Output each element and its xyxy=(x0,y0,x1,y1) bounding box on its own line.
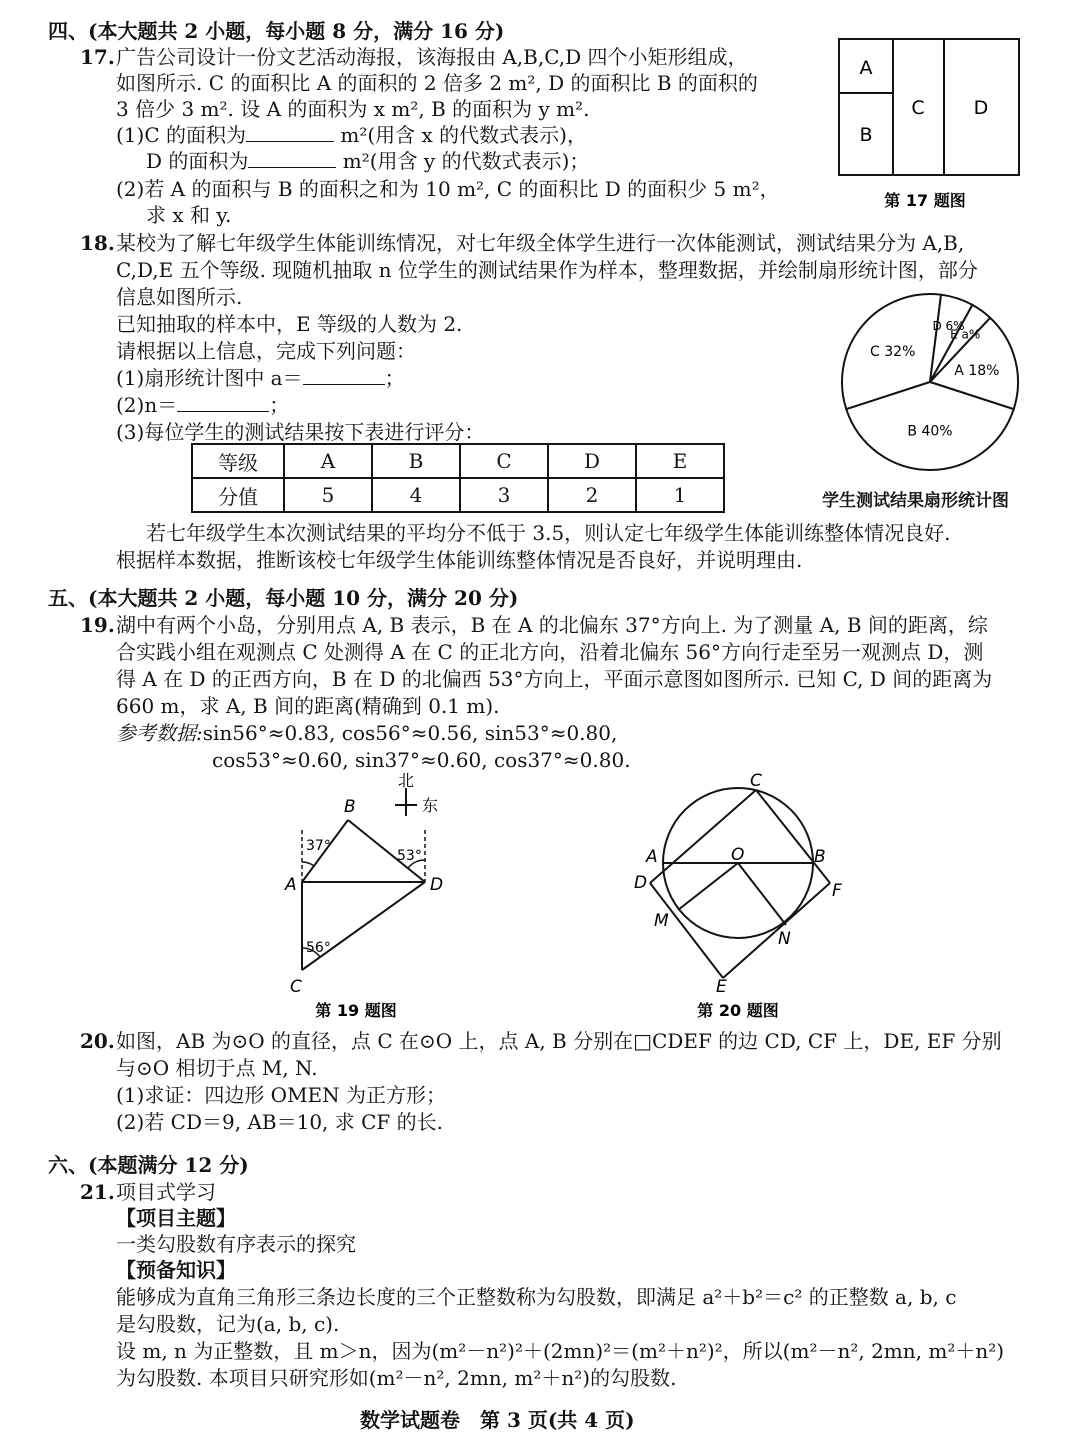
q20-number: 20. xyxy=(80,1029,115,1053)
rect-a-label: A xyxy=(859,57,873,79)
pie-label-a: A 18% xyxy=(954,362,1000,379)
point-c-label: C xyxy=(750,771,762,791)
ref-data-1: sin56°≈0.83, cos56°≈0.56, sin53°≈0.80, xyxy=(202,721,618,745)
q19-figure xyxy=(280,770,460,1025)
table-cell: B xyxy=(372,444,460,478)
side-cd xyxy=(650,790,756,883)
q17-part-1d-prefix: D 的面积为 xyxy=(146,149,249,173)
table-cell: 分值 xyxy=(192,478,284,512)
q18-part-2 xyxy=(116,392,289,418)
pie-chart xyxy=(830,292,1030,492)
angle-56-label: 56° xyxy=(306,940,331,956)
line-cd xyxy=(302,882,425,970)
q21-line-1: 能够成为直角三角形三条边长度的三个正整数称为勾股数，即满足 a²＋b²＝c² 的正整数 a, b, c xyxy=(116,1285,957,1309)
rect-d-label: D xyxy=(973,97,989,119)
point-o-label: O xyxy=(731,845,745,865)
page-footer: 数学试题卷 第 3 页(共 4 页) xyxy=(360,1408,635,1432)
north-label: 北 xyxy=(397,771,415,790)
q21-pre-label: 【预备知识】 xyxy=(116,1258,236,1282)
section-4-header: 四、(本大题共 2 小题，每小题 8 分，满分 16 分) xyxy=(48,19,505,43)
point-b-label: B xyxy=(814,847,826,867)
q19-line-4: 660 m，求 A, B 间的距离(精确到 0.1 m). xyxy=(116,694,500,718)
q17-part-2-b: 求 x 和 y. xyxy=(146,203,232,227)
pie-chart-caption: 学生测试结果扇形统计图 xyxy=(822,491,1009,511)
point-a-label: A xyxy=(646,847,658,867)
pie-label-e: E a% xyxy=(950,327,981,342)
section-5-header: 五、(本大题共 2 小题，每小题 10 分，满分 20 分) xyxy=(48,586,519,610)
q17-line-3: 3 倍少 3 m². 设 A 的面积为 x m², B 的面积为 y m². xyxy=(116,97,590,121)
q17-part-1-prefix: (1)C 的面积为 xyxy=(116,123,246,147)
table-cell: 2 xyxy=(548,478,636,512)
q19-line-3: 得 A 在 D 的正西方向，B 在 D 的北偏西 53°方向上，平面示意图如图所示. 已知 C, D 间的距离为 xyxy=(116,667,993,691)
side-cf xyxy=(756,790,830,883)
q21-line-2: 是勾股数，记为(a, b, c). xyxy=(116,1312,340,1336)
q20-line-1: 如图，AB 为⊙O 的直径，点 C 在⊙O 上，点 A, B 分别在□CDEF 的边 CD, CF 上，DE, EF 分别 xyxy=(116,1029,1002,1053)
q18-part-2-prefix: (2)n＝ xyxy=(116,393,178,417)
table-row xyxy=(192,478,724,512)
q20-caption: 第 20 题图 xyxy=(697,1001,779,1020)
q17-part-1-suffix: m²(用含 x 的代数式表示)， xyxy=(340,123,587,147)
q18-part-1-prefix: (1)扇形统计图中 a＝ xyxy=(116,366,303,390)
rect-c-label: C xyxy=(911,97,925,119)
q17-caption: 第 17 题图 xyxy=(884,191,966,210)
angle-53-label: 53° xyxy=(397,848,422,864)
q21-title: 项目式学习 xyxy=(116,1180,216,1204)
pie-label-c: C 32% xyxy=(870,344,916,361)
q20-part-1: (1)求证：四边形 OMEN 为正方形； xyxy=(116,1083,447,1107)
q21-line-3: 设 m, n 为正整数，且 m＞n，因为(m²－n²)²＋(2mn)²＝(m²＋n²)²，所以(m²－n², 2mn, m²＋n²) xyxy=(116,1339,1005,1363)
q19-ref-1 xyxy=(116,720,617,746)
point-c-label: C xyxy=(290,977,302,997)
table-cell: 5 xyxy=(284,478,372,512)
q17-line-2: 如图所示. C 的面积比 A 的面积的 2 倍多 2 m², D 的面积比 B 的面积的 xyxy=(116,71,758,95)
q18-line-2: C,D,E 五个等级. 现随机抽取 n 位学生的测试结果作为样本，整理数据，并绘制扇形统计图，部分 xyxy=(116,258,978,282)
section-6-header: 六、(本题满分 12 分) xyxy=(48,1153,249,1177)
answer-blank[interactable] xyxy=(177,393,269,412)
q18-line-5: 请根据以上信息，完成下列问题： xyxy=(116,339,416,363)
side-ef xyxy=(723,883,830,978)
q21-topic: 一类勾股数有序表示的探究 xyxy=(116,1232,356,1256)
q18-line-7: 根据样本数据，推断该校七年级学生体能训练整体情况是否良好，并说明理由. xyxy=(116,548,803,572)
point-d-label: D xyxy=(634,873,648,893)
q21-line-4: 为勾股数. 本项目只研究形如(m²－n², 2mn, m²＋n²)的勾股数. xyxy=(116,1366,677,1390)
pie-label-b: B 40% xyxy=(907,423,953,440)
table-cell: C xyxy=(460,444,548,478)
q18-number: 18. xyxy=(80,231,115,255)
answer-blank[interactable] xyxy=(246,123,334,142)
table-cell: 3 xyxy=(460,478,548,512)
q17-line-1: 广告公司设计一份文艺活动海报，该海报由 A,B,C,D 四个小矩形组成， xyxy=(116,45,748,69)
score-table xyxy=(191,443,725,513)
table-row xyxy=(192,444,724,478)
point-f-label: F xyxy=(832,881,842,901)
q18-line-6: 若七年级学生本次测试结果的平均分不低于 3.5，则认定七年级学生体能训练整体情况良好. xyxy=(146,521,951,545)
table-cell: E xyxy=(636,444,724,478)
angle-37-label: 37° xyxy=(306,838,331,854)
point-n-label: N xyxy=(778,929,791,949)
q19-line-2: 合实践小组在观测点 C 处测得 A 在 C 的正北方向，沿着北偏东 56°方向行走至另一观测点 D，测 xyxy=(116,640,984,664)
q21-topic-label: 【项目主题】 xyxy=(116,1206,236,1230)
q19-caption: 第 19 题图 xyxy=(315,1001,397,1020)
table-cell: 等级 xyxy=(192,444,284,478)
q18-part-1-suffix: ； xyxy=(384,366,405,390)
radius-om xyxy=(678,863,738,910)
q20-part-2: (2)若 CD＝9, AB＝10, 求 CF 的长. xyxy=(116,1110,444,1134)
point-m-label: M xyxy=(654,911,669,931)
table-cell: D xyxy=(548,444,636,478)
q18-line-4: 已知抽取的样本中，E 等级的人数为 2. xyxy=(116,312,463,336)
answer-blank[interactable] xyxy=(303,366,385,385)
point-d-label: D xyxy=(430,875,444,895)
q18-part-2-suffix: ； xyxy=(269,393,290,417)
table-cell: 1 xyxy=(636,478,724,512)
table-cell: A xyxy=(284,444,372,478)
q19-number: 19. xyxy=(80,613,115,637)
q18-line-1: 某校为了解七年级学生体能训练情况，对七年级全体学生进行一次体能测试，测试结果分为 A,B, xyxy=(116,231,965,255)
east-label: 东 xyxy=(422,796,439,815)
radius-on xyxy=(738,863,786,925)
q19-ref-2: cos53°≈0.60, sin37°≈0.60, cos37°≈0.80. xyxy=(212,748,631,772)
answer-blank[interactable] xyxy=(248,149,336,168)
ref-data-label: 参考数据: xyxy=(116,721,203,745)
q20-figure xyxy=(628,770,858,1025)
pie-label-d: D 6% xyxy=(932,319,965,334)
table-cell: 4 xyxy=(372,478,460,512)
q18-part-3: (3)每位学生的测试结果按下表进行评分： xyxy=(116,420,485,444)
q21-number: 21. xyxy=(80,1180,115,1204)
point-a-label: A xyxy=(285,875,297,895)
rect-b-label: B xyxy=(859,124,873,146)
q17-part-1 xyxy=(116,122,587,148)
q17-figure xyxy=(836,36,1026,216)
q18-part-1 xyxy=(116,365,405,391)
q17-part-1d-suffix: m²(用含 y 的代数式表示)； xyxy=(342,149,590,173)
q17-number: 17. xyxy=(80,45,115,69)
q19-line-1: 湖中有两个小岛，分别用点 A, B 表示，B 在 A 的北偏东 37°方向上. 为了测量 A, B 间的距离，综 xyxy=(116,613,988,637)
q17-part-1-d xyxy=(146,148,589,174)
point-b-label: B xyxy=(344,797,356,817)
q17-part-2: (2)若 A 的面积与 B 的面积之和为 10 m², C 的面积比 D 的面积少 5 m²， xyxy=(116,177,780,201)
q20-line-2: 与⊙O 相切于点 M, N. xyxy=(116,1056,318,1080)
q18-line-3: 信息如图所示. xyxy=(116,285,243,309)
point-e-label: E xyxy=(716,977,727,997)
